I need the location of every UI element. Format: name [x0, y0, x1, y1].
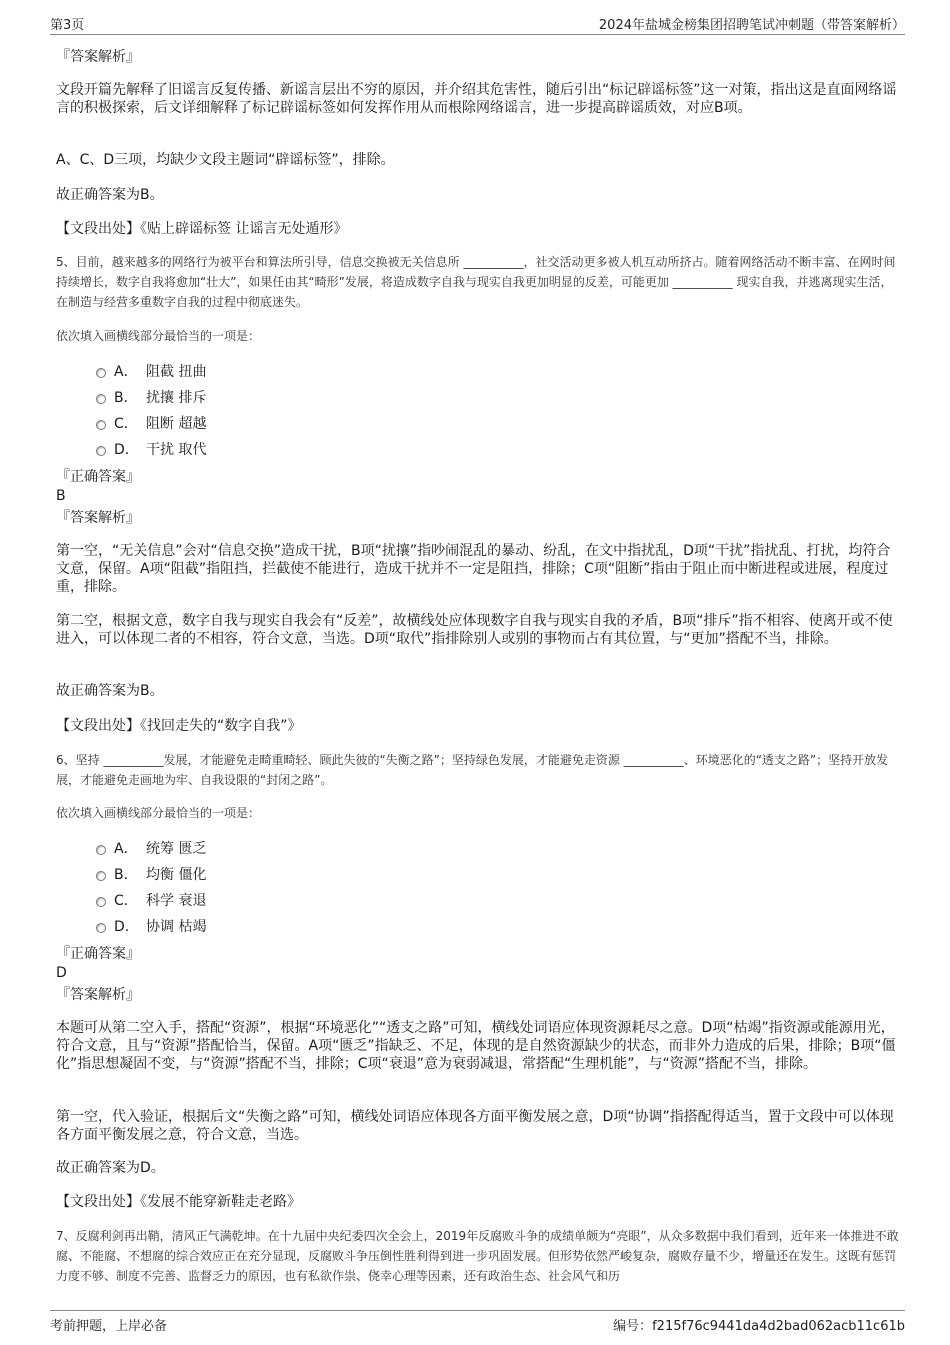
q5-option-d[interactable]: D． 干扰 取代: [56, 437, 900, 463]
radio-icon[interactable]: [96, 845, 106, 855]
q6-source: 【文段出处】《发展不能穿新鞋走老路》: [56, 1194, 301, 1210]
q6-prompt: 依次填入画横线部分最恰当的一项是：: [56, 806, 261, 820]
radio-icon[interactable]: [96, 923, 106, 933]
q6-analysis-label: 『答案解析』: [56, 987, 140, 1003]
q5-answer-line: 故正确答案为B。: [56, 683, 164, 699]
q6-analysis-p2: 第一空，代入验证，根据后文“失衡之路”可知，横线处词语应体现各方面平衡发展之意，D项“协调”指搭配得适当，置于文段中可以体现各方面平衡发展之意，符合文意，当选。: [56, 1109, 894, 1143]
q4-answer-line: 故正确答案为B。: [56, 187, 164, 203]
q6-correct-answer: D: [56, 965, 67, 981]
document-title: 2024年盐城金榜集团招聘笔试冲刺题（带答案解析）: [598, 18, 905, 33]
q5-analysis-label: 『答案解析』: [56, 510, 140, 526]
page-number: 第3页: [50, 18, 85, 33]
q6-option-d[interactable]: D． 协调 枯竭: [56, 914, 900, 940]
radio-icon[interactable]: [96, 368, 106, 378]
q7-stem: 7、反腐利剑再出鞘，清风正气满乾坤。在十九届中央纪委四次全会上，2019年反腐败斗争的成绩单颇为“亮眼”，从众多数据中我们看到，近年来一体推进不敢腐、不能腐、不想腐的综合效应正在充分显现，反腐败斗争压倒性胜利得到进一步巩固发展。但形势依然严峻复杂，腐败存量不少，增量还在发生。这既有惩罚力度不够、制度不完善、监督乏力的原因，也有私欲作祟、侥幸心理等因素，还有政治生态、社会风气和历: [56, 1229, 899, 1283]
q5-analysis-p1: 第一空，“无关信息”会对“信息交换”造成干扰，B项“扰攘”指吵闹混乱的暴动、纷乱，在文中指扰乱，D项“干扰”指扰乱、打扰，均符合文意，保留。A项“阻截”指阻挡，拦截使不能进行，造成干扰并不一定是阻挡，排除；C项“阻断”指由于阻止而中断进程或进展，程度过重，排除。: [56, 543, 891, 595]
q4-analysis-p1: 文段开篇先解释了旧谣言反复传播、新谣言层出不穷的原因，并介绍其危害性，随后引出“标记辟谣标签”这一对策，指出这是直面网络谣言的积极探索，后文详细解释了标记辟谣标签如何发挥作用从而根除网络谣言，进一步提高辟谣质效，对应B项。: [56, 82, 897, 116]
radio-icon[interactable]: [96, 420, 106, 430]
q5-source: 【文段出处】《找回走失的“数字自我”》: [56, 718, 302, 734]
page-footer: [50, 1310, 905, 1333]
q6-answer-line: 故正确答案为D。: [56, 1160, 165, 1176]
q5-option-b[interactable]: B． 扰攘 排斥: [56, 385, 900, 411]
q4-source: 【文段出处】《贴上辟谣标签 让谣言无处遁形》: [56, 221, 348, 237]
page-header: [50, 12, 905, 35]
q6-option-a[interactable]: A． 统筹 匮乏: [56, 836, 900, 862]
q5-option-a[interactable]: A． 阻截 扭曲: [56, 359, 900, 385]
q6-analysis-p1: 本题可从第二空入手，搭配“资源”，根据“环境恶化”“透支之路”可知，横线处词语应体现资源耗尽之意。D项“枯竭”指资源或能源用光，符合文意，且与“资源”搭配恰当，保留。A项“匮乏”指缺乏、不足，体现的是自然资源缺少的状态，而非外力造成的后果，排除；B项“僵化”指思想凝固不变，与“资源”搭配不当，排除；C项“衰退”意为衰弱减退，常搭配“生理机能”，与“资源”搭配不当，排除。: [56, 1020, 896, 1072]
radio-icon[interactable]: [96, 446, 106, 456]
q5-option-c[interactable]: C． 阻断 超越: [56, 411, 900, 437]
footer-slogan: 考前押题，上岸必备: [50, 1319, 168, 1334]
q5-prompt: 依次填入画横线部分最恰当的一项是：: [56, 329, 261, 343]
q5-analysis-p2: 第二空，根据文意，数字自我与现实自我会有“反差”，故横线处应体现数字自我与现实自我的矛盾，B项“排斥”指不相容、使离开或不使进入，可以体现二者的不相容，符合文意，当选。D项“取代”指排除别人或别的事物而占有其位置，与“更加”搭配不当，排除。: [56, 613, 893, 647]
radio-icon[interactable]: [96, 871, 106, 881]
radio-icon[interactable]: [96, 897, 106, 907]
radio-icon[interactable]: [96, 394, 106, 404]
q6-options: [56, 836, 900, 940]
document-id: 编号：f215f76c9441da4d2bad062acb11c61b: [613, 1319, 905, 1334]
q4-analysis-label: 『答案解析』: [56, 49, 140, 65]
q6-option-c[interactable]: C． 科学 衰退: [56, 888, 900, 914]
q6-stem: 6、坚持 __________发展，才能避免走畸重畸轻、顾此失彼的“失衡之路”；坚持绿色发展，才能避免走资源 __________、环境恶化的“透支之路”；坚持开放发展，才能避免走画地为牢、自我设限的“封闭之路”。: [56, 753, 889, 787]
q6-option-b[interactable]: B． 均衡 僵化: [56, 862, 900, 888]
q5-stem: 5、目前，越来越多的网络行为被平台和算法所引导，信息交换被无关信息所 __________，社交活动更多被人机互动所挤占。随着网络活动不断丰富、在网时间持续增长，数字自我将愈加“壮大”，如果任由其“畸形”发展，将造成数字自我与现实自我更加明显的反差，可能更加 __________ 现实自我，并逃离现实生活，在制造与经营多重数字自我的过程中彻底迷失。: [56, 255, 896, 309]
q5-options: [56, 359, 900, 463]
q5-correct-label: 『正确答案』: [56, 469, 140, 485]
q6-correct-label: 『正确答案』: [56, 946, 140, 962]
q4-analysis-p2: A、C、D三项，均缺少文段主题词“辟谣标签”，排除。: [56, 152, 395, 168]
q5-correct-answer: B: [56, 488, 66, 504]
